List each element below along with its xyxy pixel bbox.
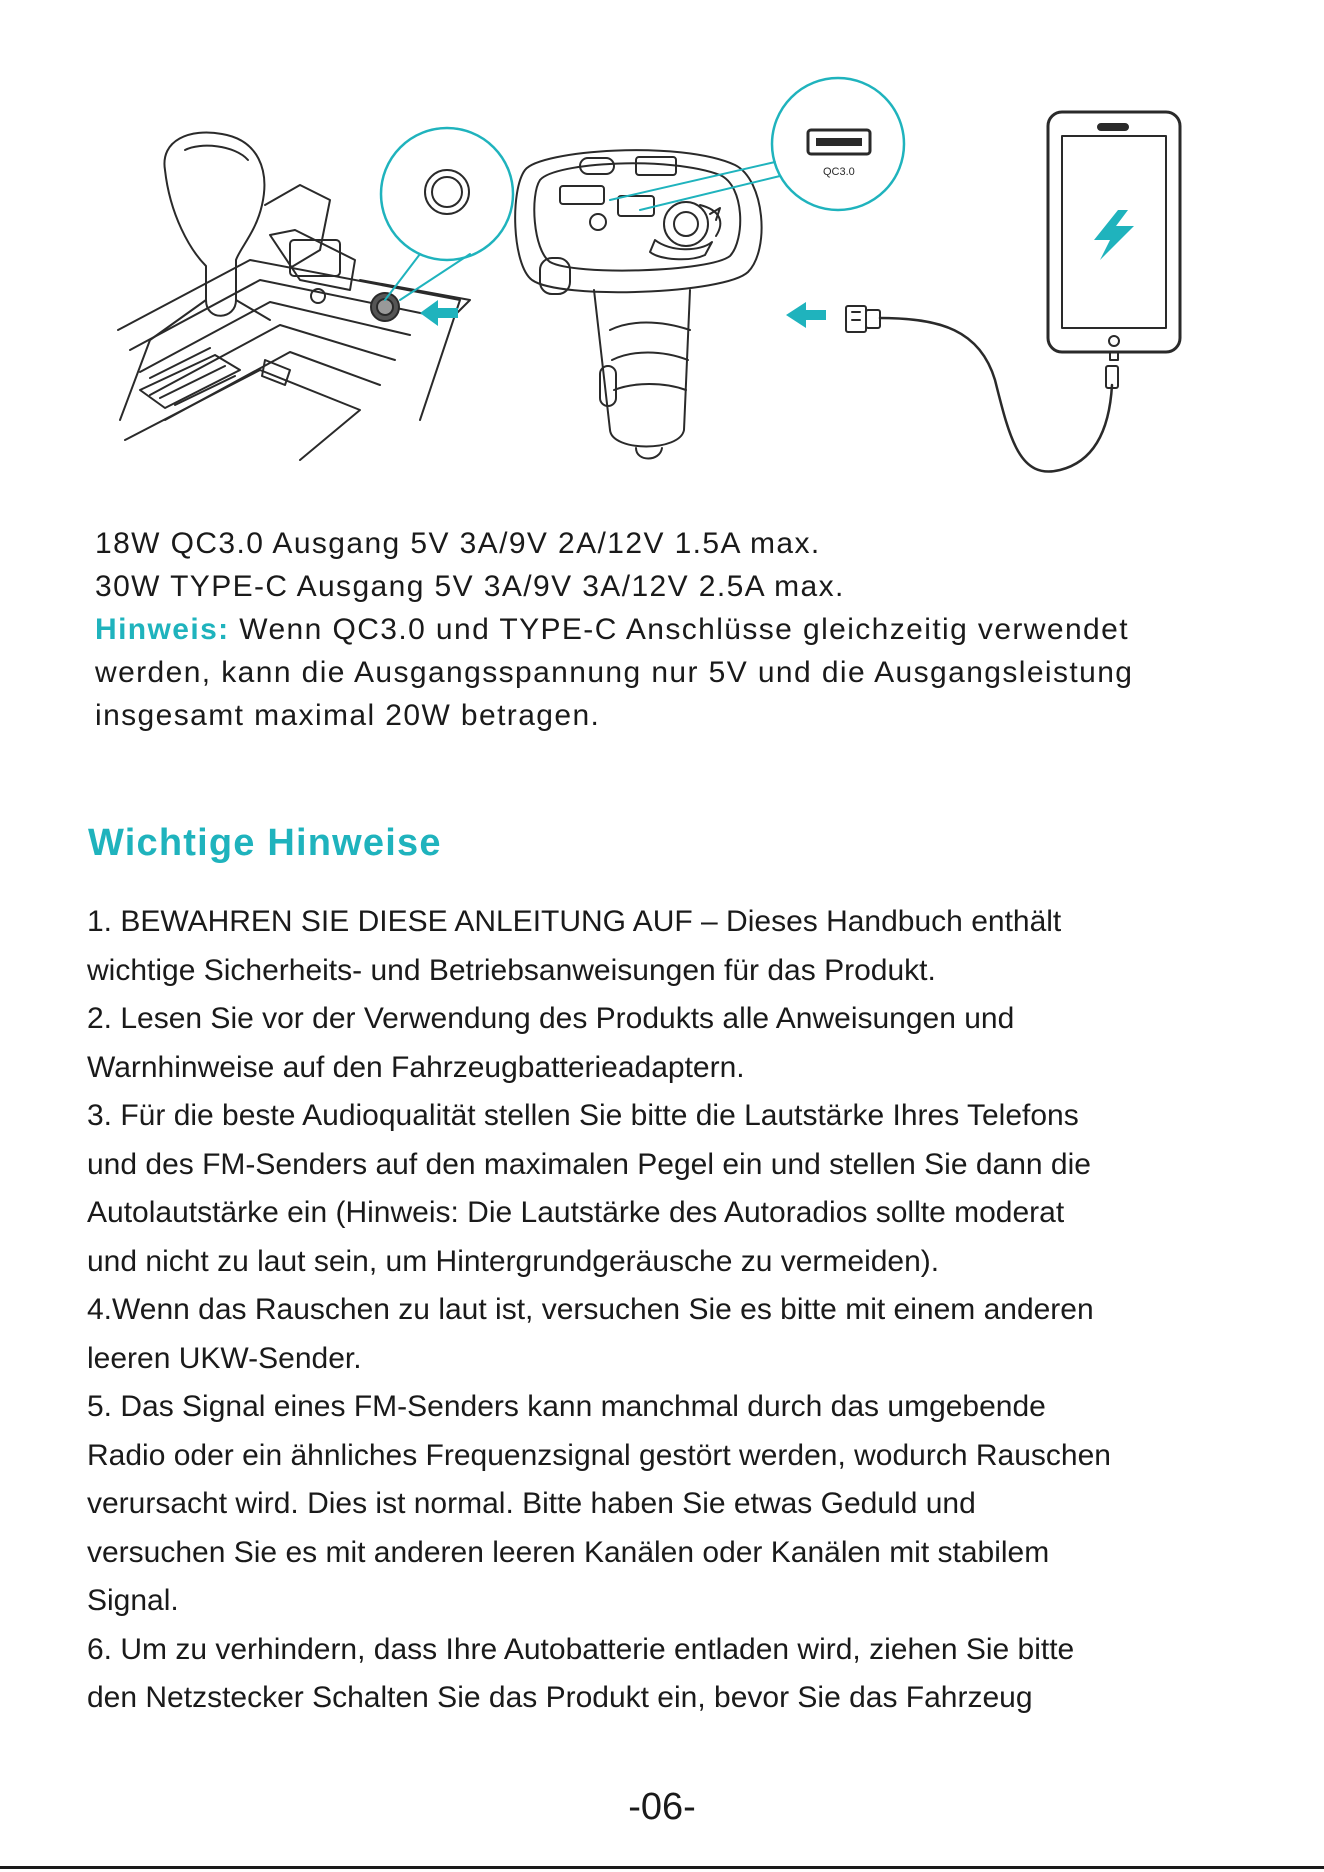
instruction-line: Autolautstärke ein (Hinweis: Die Lautstärke des Autoradios sollte moderat: [87, 1196, 1065, 1229]
instruction-line: Radio oder ein ähnliches Frequenzsignal gestört werden, wodurch Rauschen: [87, 1438, 1111, 1472]
instruction-line: und nicht zu laut sein, um Hintergrundgeräusche zu vermeiden).: [87, 1244, 940, 1278]
instruction-line: 1. BEWAHREN SIE DIESE ANLEITUNG AUF – Dieses Handbuch enthält: [87, 905, 1062, 938]
instruction-line: Signal.: [87, 1584, 179, 1617]
car-charger-illustration: [0, 0, 1324, 500]
instruction-line: und des FM-Senders auf den maximalen Pegel ein und stellen Sie dann die: [87, 1147, 1091, 1181]
instruction-line: verursacht wird. Dies ist normal. Bitte haben Sie etwas Geduld und: [87, 1487, 976, 1520]
instruction-line: 4.Wenn das Rauschen zu laut ist, versuchen Sie es bitte mit einem anderen: [87, 1293, 1094, 1326]
spec-note: [95, 608, 1275, 651]
smartphone-icon: [1048, 112, 1180, 360]
spec-block: [95, 522, 1275, 737]
instruction-line: 5. Das Signal eines FM-Senders kann manchmal durch das umgebende: [87, 1390, 1046, 1423]
instruction-line: Warnhinweise auf den Fahrzeugbatterieadaptern.: [87, 1050, 745, 1084]
note-text: insgesamt maximal 20W betragen.: [95, 699, 601, 732]
fm-transmitter-icon: [515, 150, 761, 458]
instruction-line: den Netzstecker Schalten Sie das Produkt ein, bevor Sie das Fahrzeug: [87, 1681, 1033, 1714]
spec-typec-line: 30W TYPE-C Ausgang 5V 3A/9V 3A/12V 2.5A max.: [95, 570, 845, 603]
port-label: QC3.0: [823, 166, 855, 178]
note-label: Hinweis:: [95, 613, 230, 646]
instruction-line: wichtige Sicherheits- und Betriebsanweisungen für das Produkt.: [87, 953, 936, 987]
page-number: -06-: [628, 1786, 696, 1828]
usb-port-icon: [610, 78, 904, 210]
cigarette-lighter-socket-icon: [371, 128, 513, 321]
instruction-line: 3. Für die beste Audioqualität stellen Sie bitte die Lautstärke Ihres Telefons: [87, 1099, 1079, 1132]
charging-cable-icon: [846, 306, 1118, 472]
insert-arrow-icon: [786, 302, 826, 328]
lightning-bolt-icon: [1094, 210, 1134, 260]
instruction-line: versuchen Sie es mit anderen leeren Kanälen oder Kanälen mit stabilem: [87, 1535, 1050, 1569]
instruction-line: 2. Lesen Sie vor der Verwendung des Produkts alle Anweisungen und: [87, 1002, 1015, 1035]
instructions-list: [87, 898, 1267, 1723]
bottom-divider: [0, 1866, 1324, 1869]
spec-qc3-line: 18W QC3.0 Ausgang 5V 3A/9V 2A/12V 1.5A max.: [95, 527, 821, 560]
section-title: Wichtige Hinweise: [88, 822, 442, 864]
instruction-line: leeren UKW-Sender.: [87, 1341, 362, 1375]
instruction-line: 6. Um zu verhindern, dass Ihre Autobatterie entladen wird, ziehen Sie bitte: [87, 1632, 1075, 1666]
note-text: Wenn QC3.0 und TYPE-C Anschlüsse gleichzeitig verwendet: [229, 613, 1129, 646]
note-text: werden, kann die Ausgangsspannung nur 5V und die Ausgangsleistung: [95, 656, 1134, 689]
